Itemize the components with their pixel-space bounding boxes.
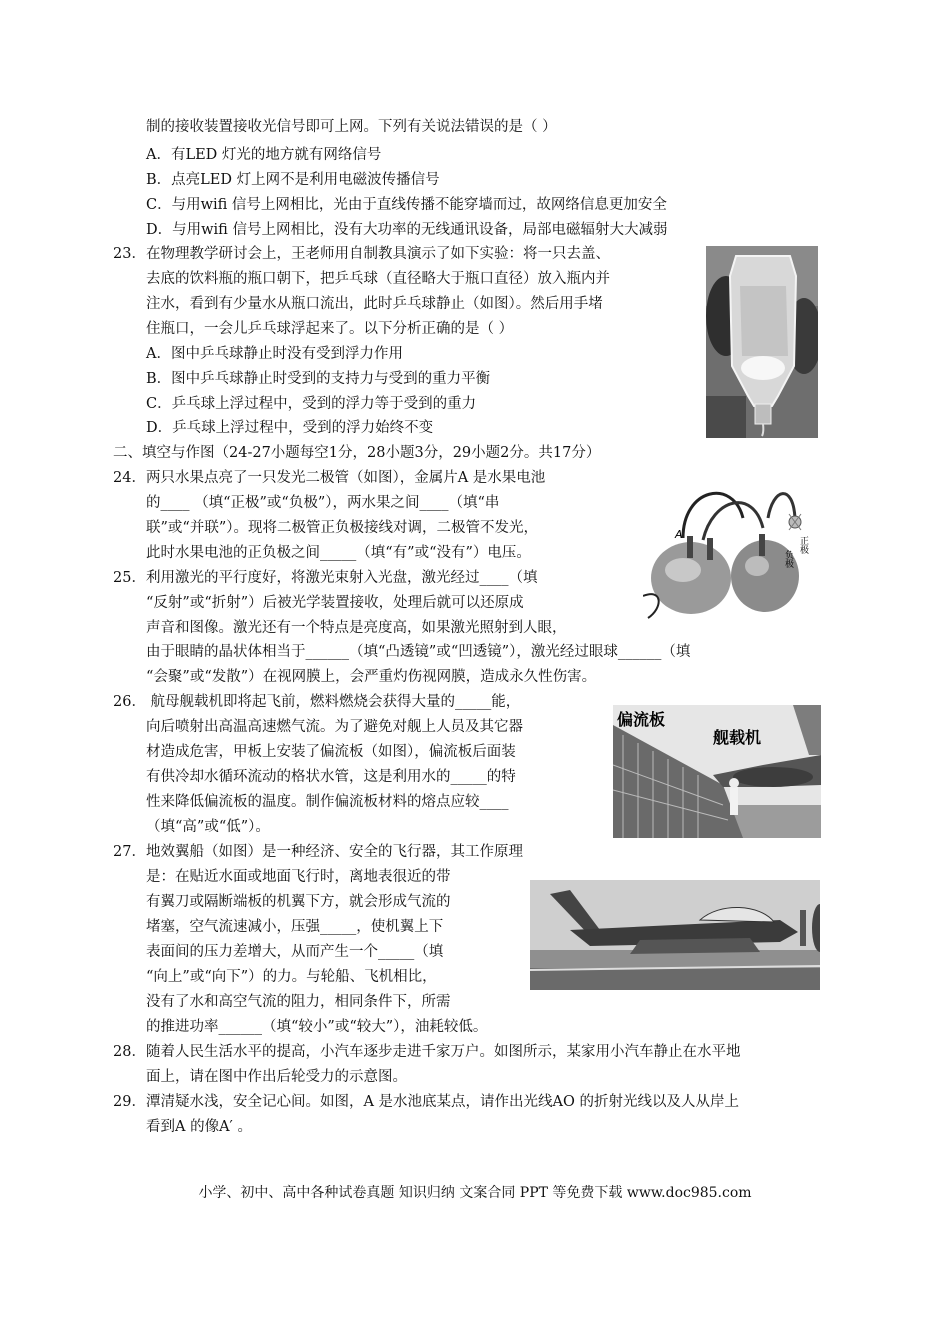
q26-line6: （填“高”或“低”）。 bbox=[146, 819, 270, 835]
q25-line5: “会聚”或“发散”）在视网膜上，会严重灼伤视网膜，造成永久性伤害。 bbox=[146, 669, 597, 685]
q27-line6: “向上”或“向下”）的力。与轮船、飞机相比， bbox=[146, 969, 437, 985]
q22-option-c: C．与用wifi 信号上网相比，光由于直线传播不能穿墙而过，故网络信息更加安全 bbox=[146, 197, 667, 213]
q27-line2: 是：在贴近水面或地面飞行时，离地表很近的带 bbox=[146, 869, 451, 885]
q28-line1: 28．随着人民生活水平的提高，小汽车逐步走进千家万户。如图所示，某家用小汽车静止在水平地 bbox=[113, 1044, 741, 1060]
q23-stem-line2: 去底的饮料瓶的瓶口朝下，把乒乓球（直径略大于瓶口直径）放入瓶内并 bbox=[146, 271, 610, 287]
section-two-heading: 二、填空与作图（24-27小题每空1分，28小题3分，29小题2分。共17分） bbox=[113, 445, 601, 461]
q24-line3: 联”或“并联”）。现将二极管正负极接线对调，二极管不发光， bbox=[146, 520, 538, 536]
q24-line4: 此时水果电池的正负极之间_____（填“有”或“没有”）电压。 bbox=[146, 545, 531, 561]
q29-line1: 29．潭清疑水浅，安全记心间。如图，A 是水池底某点，请作出光线AO 的折射光线以及人从岸上 bbox=[113, 1094, 739, 1110]
q22-stem-continued: 制的接收装置接收光信号即可上网。下列有关说法错误的是（ ） bbox=[146, 119, 557, 135]
q23-stem-line1: 23．在物理教学研讨会上，王老师用自制教具演示了如下实验：将一只去盖、 bbox=[113, 246, 610, 262]
fruit-battery-photo bbox=[643, 478, 821, 620]
q27-line3: 有翼刀或隔断端板的机翼下方，就会形成气流的 bbox=[146, 894, 451, 910]
q28-line2: 面上，请在图中作出后轮受力的示意图。 bbox=[146, 1069, 407, 1085]
carrier-label-plate: 偏流板 bbox=[617, 710, 666, 729]
q22-option-d: D．与用wifi 信号上网相比，没有大功率的无线通讯设备，局部电磁辐射大大减弱 bbox=[146, 222, 668, 238]
q22-option-b: B．点亮LED 灯上网不是利用电磁波传播信号 bbox=[146, 172, 440, 188]
q26-line2: 向后喷射出高温高速燃气流。为了避免对舰上人员及其它器 bbox=[146, 719, 523, 735]
q23-option-c: C．乒乓球上浮过程中，受到的浮力等于受到的重力 bbox=[146, 396, 477, 412]
fruit-label-a: A bbox=[675, 528, 683, 541]
q26-line3: 材造成危害，甲板上安装了偏流板（如图），偏流板后面装 bbox=[146, 744, 516, 760]
q27-line5: 表面间的压力差增大，从而产生一个_____（填 bbox=[146, 944, 444, 960]
fruit-label-positive: 正极 bbox=[798, 536, 808, 554]
q25-line1: 25．利用激光的平行度好，将激光束射入光盘，激光经过____（填 bbox=[113, 570, 538, 586]
q24-line2: 的____ （填“正极”或“负极”），两水果之间____（填“串 bbox=[146, 495, 500, 511]
q25-line2: “反射”或“折射”）后被光学装置接收，处理后就可以还原成 bbox=[146, 595, 524, 611]
q27-line1: 27．地效翼船（如图）是一种经济、安全的飞行器，其工作原理 bbox=[113, 844, 523, 860]
fruit-label-negative: 负极 bbox=[783, 550, 793, 568]
q29-line2: 看到A 的像A′ 。 bbox=[146, 1119, 252, 1135]
q27-line4: 堵塞，空气流速减小，压强_____，使机翼上下 bbox=[146, 919, 444, 935]
q25-line3: 声音和图像。激光还有一个特点是亮度高，如果激光照射到人眼， bbox=[146, 620, 567, 636]
page-footer: 小学、初中、高中各种试卷真题 知识归纳 文案合同 PPT 等免费下载 www.doc985.com bbox=[198, 1185, 752, 1201]
q23-option-d: D．乒乓球上浮过程中，受到的浮力始终不变 bbox=[146, 420, 434, 436]
q27-line7: 没有了水和高空气流的阻力，相同条件下，所需 bbox=[146, 994, 451, 1010]
q24-line1: 24．两只水果点亮了一只发光二极管（如图），金属片A 是水果电池 bbox=[113, 470, 546, 486]
carrier-label-plane: 舰载机 bbox=[713, 728, 762, 747]
q22-option-a: A．有LED 灯光的地方就有网络信号 bbox=[146, 147, 382, 163]
q26-line1: 26． 航母舰载机即将起飞前，燃料燃烧会获得大量的_____能， bbox=[113, 694, 521, 710]
q27-line8: 的推进功率______（填“较小”或“较大”），油耗较低。 bbox=[146, 1019, 488, 1035]
q23-stem-line4: 住瓶口，一会儿乒乓球浮起来了。以下分析正确的是（ ） bbox=[146, 321, 514, 337]
bottle-experiment-photo bbox=[706, 246, 818, 438]
q23-option-a: A．图中乒乓球静止时没有受到浮力作用 bbox=[146, 346, 403, 362]
q26-line5: 性来降低偏流板的温度。制作偏流板材料的熔点应较____ bbox=[146, 794, 509, 810]
q26-line4: 有供冷却水循环流动的格状水管，这是利用水的_____的特 bbox=[146, 769, 516, 785]
q23-stem-line3: 注水，看到有少量水从瓶口流出，此时乒乓球静止（如图）。然后用手堵 bbox=[146, 296, 603, 312]
q23-option-b: B．图中乒乓球静止时受到的支持力与受到的重力平衡 bbox=[146, 371, 491, 387]
ground-effect-craft-photo bbox=[530, 880, 820, 990]
q25-line4: 由于眼睛的晶状体相当于______（填“凸透镜”或“凹透镜”），激光经过眼球______（填 bbox=[146, 644, 691, 660]
carrier-deflector-photo bbox=[613, 705, 821, 838]
